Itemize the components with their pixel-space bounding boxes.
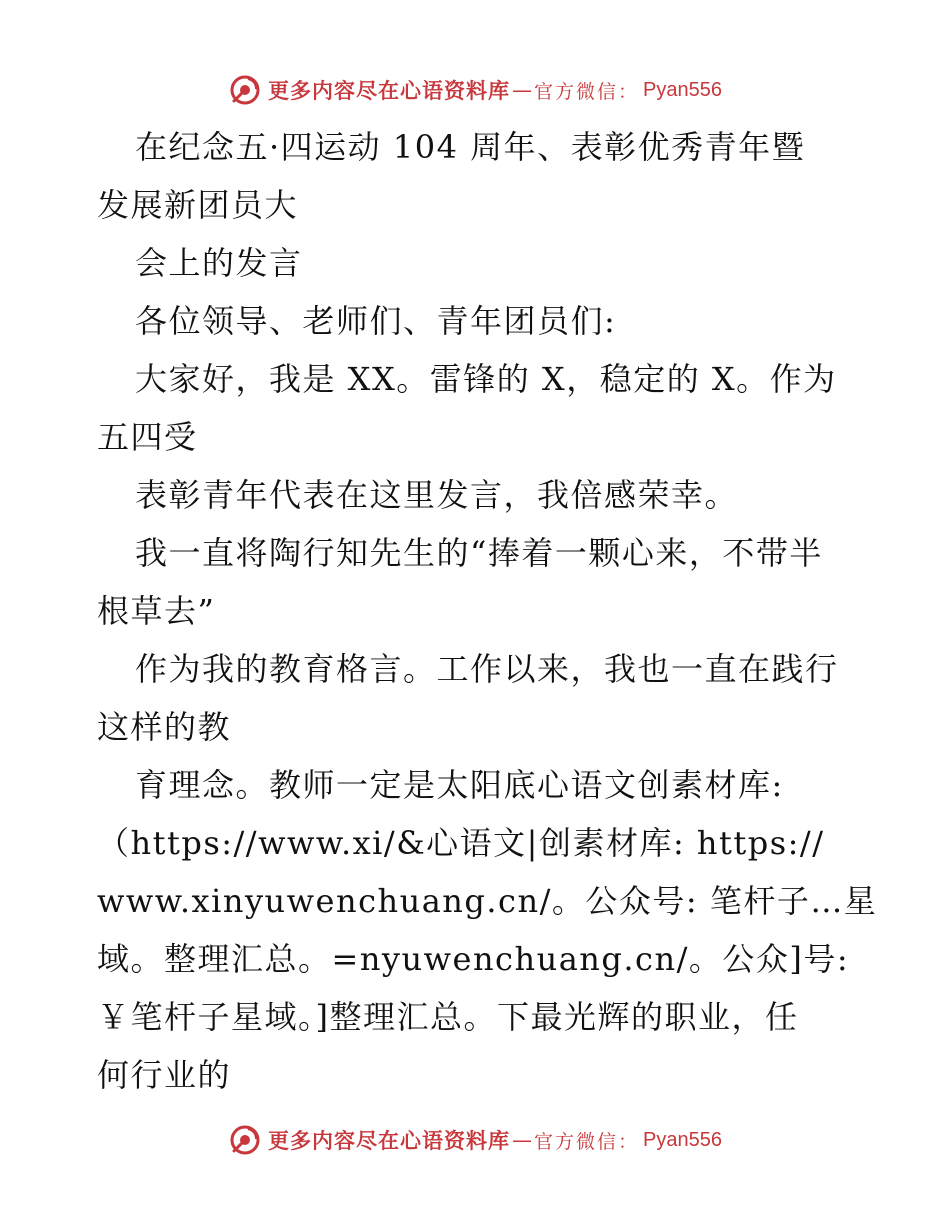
paragraph-line: 大家好，我是 XX。雷锋的 X，稳定的 X。作为 (135, 360, 837, 398)
paragraph-line: 域。整理汇总。=nyuwenchuang.cn/。公众]号: (97, 940, 850, 978)
brand-seal-icon (228, 73, 262, 107)
paragraph-line: 育理念。教师一定是太阳底心语文创素材库: (135, 766, 784, 804)
paragraph-line: 我一直将陶行知先生的“捧着一颗心来，不带半 (135, 534, 823, 572)
paragraph-line: 这样的教 (97, 708, 232, 746)
watermark-separator: — (512, 1128, 532, 1152)
document-body (97, 118, 878, 1104)
paragraph-line: ￥笔杆子星域。]整理汇总。下最光辉的职业，任 (97, 998, 799, 1036)
title-line: 会上的发言 (135, 244, 303, 282)
salutation-line: 各位领导、老师们、青年团员们: (135, 302, 617, 340)
header-watermark (0, 70, 950, 110)
watermark-wechat-label: 官方微信： (534, 1130, 640, 1153)
paragraph-line: 五四受 (97, 418, 198, 456)
paragraph-line: 根草去” (97, 592, 216, 630)
paragraph-line: 表彰青年代表在这里发言，我倍感荣幸。 (135, 476, 739, 514)
title-line: 在纪念五·四运动 104 周年、表彰优秀青年暨 (135, 128, 806, 166)
paragraph-line: www.xinyuwenchuang.cn/。公众号: 笔杆子…星 (97, 882, 878, 920)
watermark-separator: — (512, 78, 532, 102)
title-line: 发展新团员大 (97, 186, 299, 224)
watermark-wechat-id: Pyan556 (643, 1128, 722, 1151)
paragraph-line: 作为我的教育格言。工作以来，我也一直在践行 (135, 650, 839, 688)
watermark-wechat-id: Pyan556 (643, 78, 722, 101)
footer-watermark (0, 1120, 950, 1160)
paragraph-line: 何行业的 (97, 1056, 232, 1094)
watermark-wechat-label: 官方微信： (534, 80, 640, 103)
watermark-brand-text: 更多内容尽在心语资料库 (268, 78, 510, 103)
watermark-brand-text: 更多内容尽在心语资料库 (268, 1128, 510, 1153)
paragraph-line: （https://www.xi/&心语文|创素材库: https:// (97, 824, 825, 862)
brand-seal-icon (228, 1123, 262, 1157)
